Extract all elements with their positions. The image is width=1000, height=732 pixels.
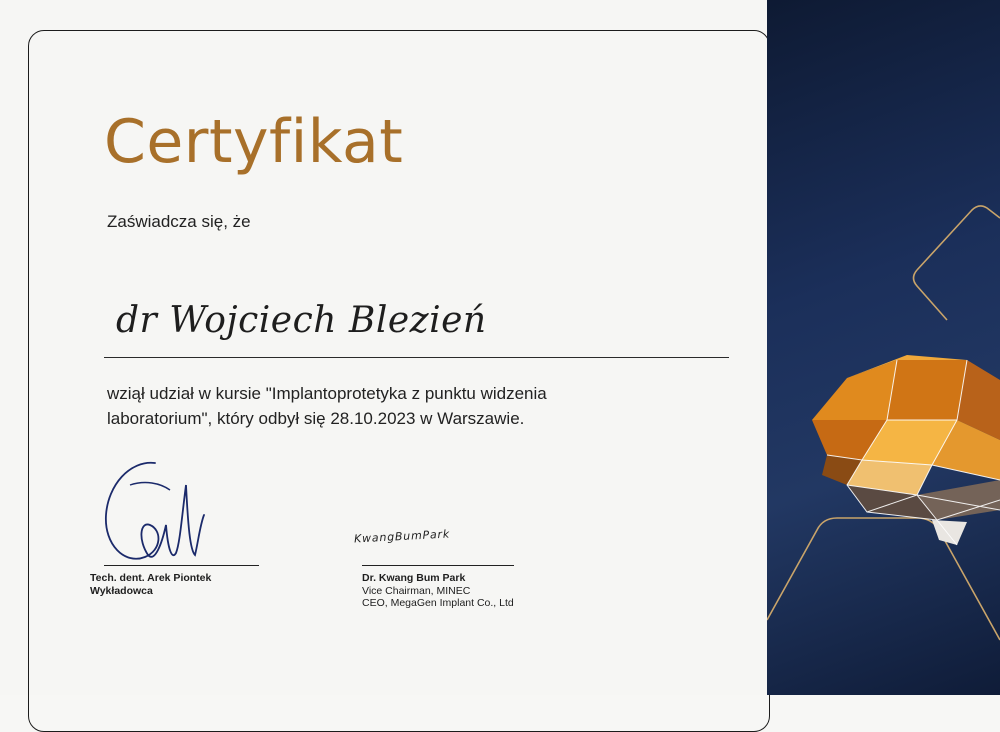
lecturer-role: Wykładowca	[90, 584, 153, 597]
chairman-role-1: Vice Chairman, MINEC	[362, 584, 471, 597]
certificate-subtitle: Zaświadcza się, że	[107, 212, 251, 231]
chairman-signature: KwangBumPark	[353, 527, 451, 546]
lecturer-signature	[100, 455, 220, 570]
course-description	[107, 381, 627, 431]
certificate-title: Certyfikat	[104, 107, 404, 177]
course-description-line-1: wziął udział w kursie "Implantoprotetyka z punktu widzenia	[107, 384, 547, 403]
lecturer-block	[90, 572, 211, 597]
lecturer-name: Tech. dent. Arek Piontek	[90, 572, 212, 584]
chairman-name: Dr. Kwang Bum Park	[362, 572, 466, 584]
decorative-side-panel	[767, 0, 1000, 695]
chairman-role-2: CEO, MegaGen Implant Co., Ltd	[362, 597, 514, 609]
lecturer-signature-line	[104, 565, 259, 566]
brain-illustration	[767, 0, 1000, 695]
chairman-block	[362, 572, 514, 610]
chairman-signature-line	[362, 565, 514, 566]
recipient-name: dr Wojciech Blezień	[116, 300, 487, 341]
course-description-line-2: laboratorium", który odbył się 28.10.2023 w Warszawie.	[107, 409, 525, 428]
recipient-underline	[104, 357, 729, 358]
